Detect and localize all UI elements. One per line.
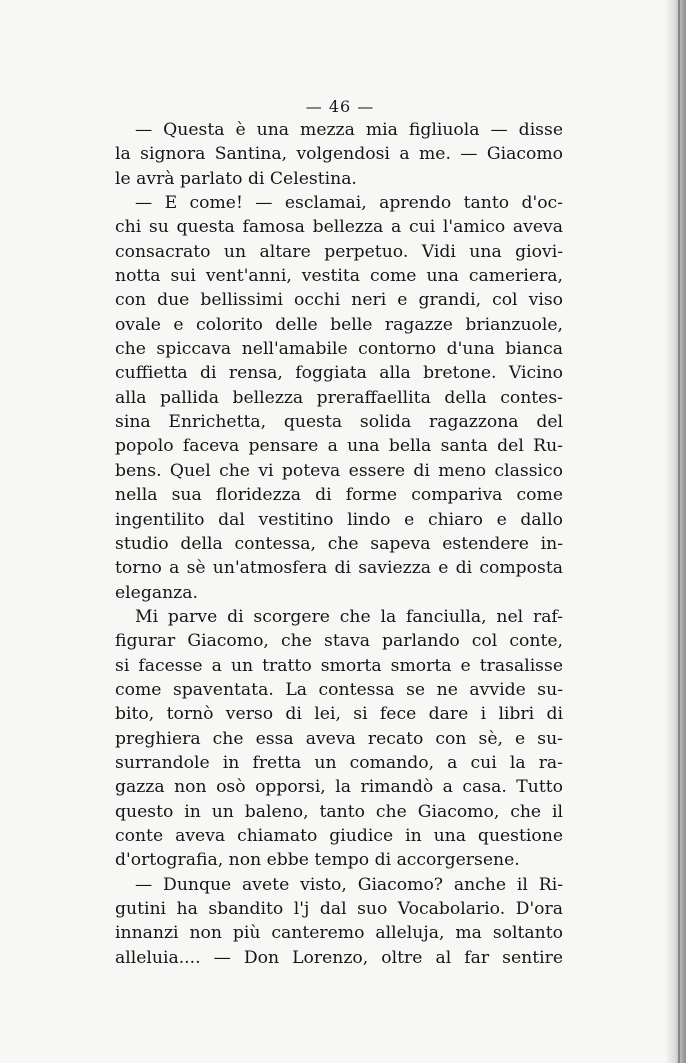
- text-line: notta sui vent'anni, vestita come una cameriera,: [115, 266, 563, 287]
- text-line: ingentilito dal vestitino lindo e chiaro e dallo: [115, 509, 563, 530]
- body-text: [115, 118, 563, 970]
- text-line: Mi parve di scorgere che la fanciulla, nel raf-: [135, 606, 563, 627]
- text-line: si facesse a un tratto smorta smorta e trasalisse: [115, 655, 563, 676]
- page-edge-line: [678, 0, 680, 1063]
- text-line: torno a sè un'atmosfera di saviezza e di composta: [115, 558, 563, 579]
- text-line: — Questa è una mezza mia figliuola — disse: [135, 120, 563, 140]
- text-line: le avrà parlato di Celestina.: [115, 168, 357, 189]
- text-line: la signora Santina, volgendosi a me. — Giacomo: [115, 144, 563, 165]
- text-line: sina Enrichetta, questa solida ragazzona del: [115, 412, 563, 433]
- text-line: gazza non osò opporsi, la rimandò a casa. Tutto: [115, 777, 563, 798]
- text-line: bito, tornò verso di lei, si fece dare i libri di: [115, 704, 563, 725]
- text-line: che spiccava nell'amabile contorno d'una bianca: [115, 339, 563, 360]
- text-line: popolo faceva pensare a una bella santa del Ru-: [115, 436, 563, 457]
- text-line: consacrato un altare perpetuo. Vidi una giovi-: [115, 241, 563, 262]
- text-line: questo in un baleno, tanto che Giacomo, che il: [115, 801, 563, 822]
- text-line: con due bellissimi occhi neri e grandi, col viso: [115, 290, 563, 311]
- text-line: nella sua floridezza di forme compariva come: [115, 485, 563, 506]
- text-line: — Dunque avete visto, Giacomo? anche il Ri-: [135, 874, 563, 895]
- text-line: gutini ha sbandito l'j dal suo Vocabolario. D'ora: [115, 899, 563, 919]
- text-line: d'ortografia, non ebbe tempo di accorgersene.: [115, 850, 520, 871]
- text-line: preghiera che essa aveva recato con sè, e su-: [115, 728, 563, 749]
- text-line: bens. Quel che vi poteva essere di meno classico: [115, 460, 563, 481]
- text-line: cuffietta di rensa, foggiata alla bretone. Vicino: [115, 363, 563, 384]
- text-line: ovale e colorito delle belle ragazze brianzuole,: [115, 314, 563, 335]
- text-line: — E come! — esclamai, aprendo tanto d'oc-: [135, 193, 563, 214]
- page-edge-shadow: [666, 0, 686, 1063]
- text-line: studio della contessa, che sapeva estendere in-: [115, 533, 563, 554]
- text-line: alleluia.... — Don Lorenzo, oltre al far sentire: [115, 947, 563, 968]
- text-line: eleganza.: [115, 582, 198, 603]
- text-line: innanzi non più canteremo alleluja, ma soltanto: [115, 923, 563, 944]
- text-line: alla pallida bellezza preraffaellita della contes-: [115, 387, 563, 408]
- text-line: conte aveva chiamato giudice in una questione: [115, 825, 563, 846]
- page-number: — 46 —: [305, 97, 375, 116]
- text-line: figurar Giacomo, che stava parlando col conte,: [115, 631, 563, 652]
- text-line: chi su questa famosa bellezza a cui l'amico aveva: [115, 217, 563, 238]
- text-line: surrandole in fretta un comando, a cui la ra-: [115, 752, 563, 773]
- text-line: come spaventata. La contessa se ne avvide su-: [115, 679, 563, 700]
